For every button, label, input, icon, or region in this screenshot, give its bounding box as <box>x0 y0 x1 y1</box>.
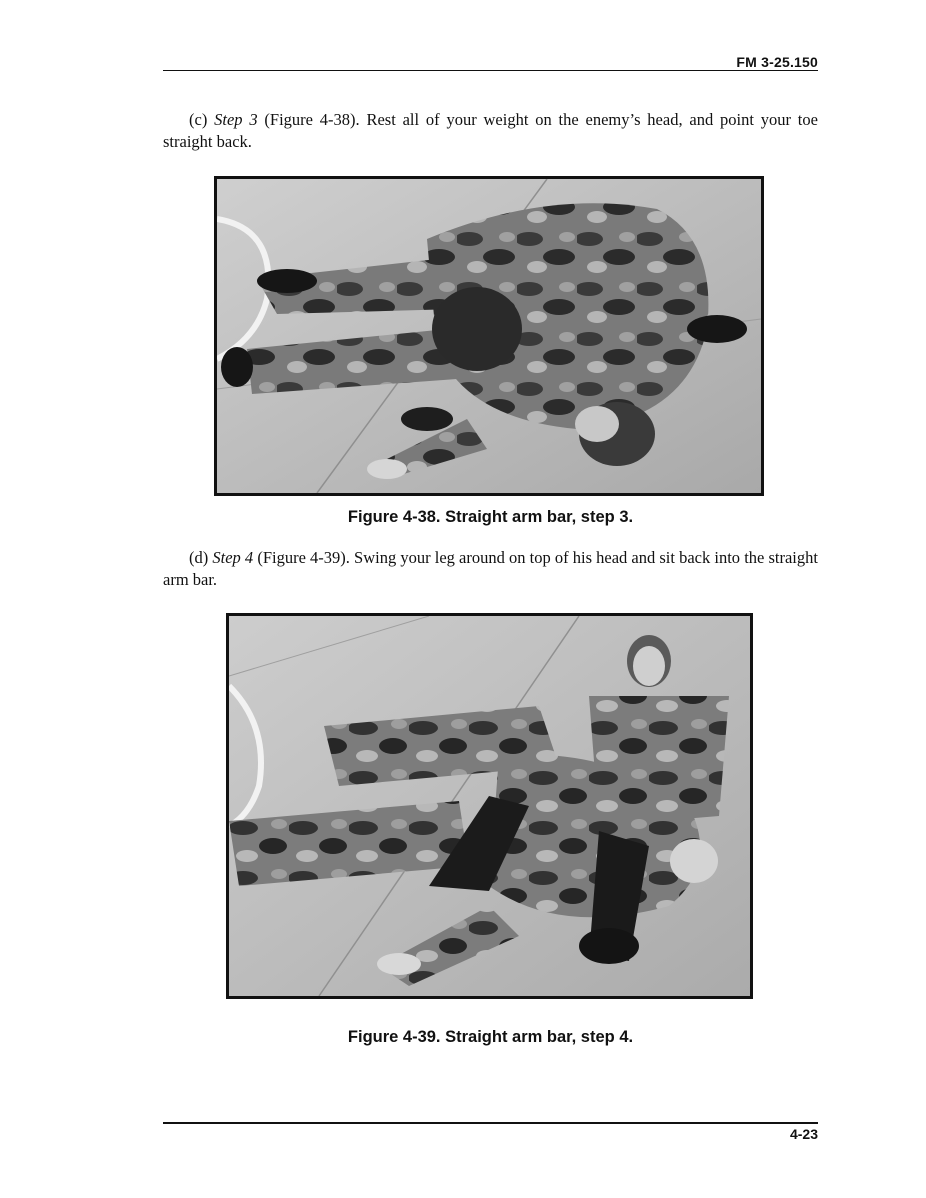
figure-4-38-photo <box>214 176 764 496</box>
document-code: FM 3-25.150 <box>736 54 818 70</box>
footer-rule <box>163 1122 818 1124</box>
paragraph-body: (Figure 4-39). Swing your leg around on top of his head and sit back into the straight arm bar. <box>163 548 818 589</box>
header-rule <box>163 70 818 71</box>
figure-4-39-caption: Figure 4-39. Straight arm bar, step 4. <box>347 1028 634 1046</box>
paragraph-prefix: (c) <box>189 110 215 129</box>
figure-4-39-photo <box>226 613 753 999</box>
step-label: Step 3 <box>214 110 258 129</box>
step-label: Step 4 <box>212 548 254 567</box>
photo-straight-arm-bar-step-4 <box>229 616 750 996</box>
paragraph-prefix: (d) <box>189 548 213 567</box>
page-number: 4-23 <box>789 1126 818 1142</box>
paragraph-step-3 <box>163 109 818 153</box>
paragraph-step-4 <box>163 547 818 591</box>
paragraph-body: (Figure 4-38). Rest all of your weight on the enemy’s head, and point your toe straight back. <box>163 110 818 151</box>
figure-4-38-caption: Figure 4-38. Straight arm bar, step 3. <box>347 508 634 526</box>
photo-straight-arm-bar-step-3 <box>217 179 761 493</box>
